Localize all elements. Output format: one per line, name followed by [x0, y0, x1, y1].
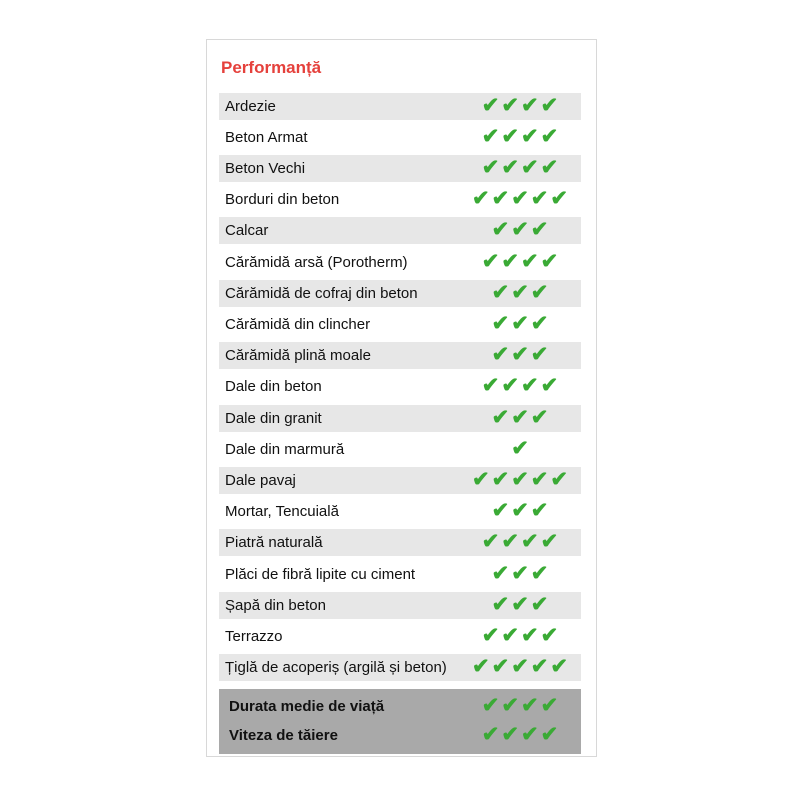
check-icon: ✔ — [530, 218, 549, 242]
check-icon: ✔ — [530, 343, 549, 367]
materials-table — [219, 93, 581, 681]
material-label: Dale din beton — [225, 378, 322, 396]
check-icon: ✔ — [521, 623, 539, 647]
check-icon: ✔ — [491, 218, 510, 242]
check-icon: ✔ — [501, 374, 519, 398]
check-icon: ✔ — [540, 374, 559, 398]
material-label: Ardezie — [225, 97, 276, 115]
table-row — [219, 692, 581, 721]
check-icon: ✔ — [540, 623, 559, 647]
check-icon: ✔ — [501, 530, 519, 554]
check-icon: ✔ — [481, 623, 500, 647]
table-row — [219, 311, 581, 338]
rating-checks — [459, 722, 581, 749]
check-icon: ✔ — [530, 405, 549, 429]
material-label: Cărămidă de cofraj din beton — [225, 284, 418, 302]
rating-checks — [459, 561, 581, 588]
rating-checks — [459, 186, 581, 213]
table-row — [219, 498, 581, 525]
check-icon: ✔ — [491, 343, 510, 367]
summary-table — [219, 689, 581, 754]
rating-checks — [459, 405, 581, 432]
check-icon: ✔ — [471, 467, 490, 491]
check-icon: ✔ — [521, 156, 539, 180]
check-icon: ✔ — [530, 280, 549, 304]
rating-checks — [459, 124, 581, 151]
check-icon: ✔ — [511, 499, 529, 523]
material-label: Beton Vechi — [225, 160, 306, 178]
check-icon: ✔ — [530, 499, 549, 523]
panel-title: Performanță — [221, 58, 322, 77]
check-icon: ✔ — [511, 405, 529, 429]
table-row — [219, 124, 581, 151]
rating-checks — [459, 155, 581, 182]
rating-checks — [459, 529, 581, 556]
check-icon: ✔ — [511, 655, 529, 679]
check-icon: ✔ — [540, 124, 559, 148]
table-row — [219, 249, 581, 276]
check-icon: ✔ — [501, 124, 519, 148]
material-label: Beton Armat — [225, 128, 308, 146]
check-icon: ✔ — [491, 312, 510, 335]
check-icon: ✔ — [530, 187, 549, 211]
check-icon: ✔ — [511, 343, 529, 367]
table-row — [219, 405, 581, 432]
check-icon: ✔ — [481, 530, 500, 554]
material-label: Piatră naturală — [225, 534, 323, 552]
check-icon: ✔ — [521, 694, 539, 718]
check-icon: ✔ — [511, 187, 529, 211]
material-label: Borduri din beton — [225, 191, 340, 209]
rating-checks — [459, 217, 581, 244]
check-icon: ✔ — [481, 694, 500, 718]
check-icon: ✔ — [491, 655, 510, 679]
check-icon: ✔ — [511, 467, 529, 491]
check-icon: ✔ — [511, 592, 529, 616]
rating-checks — [459, 693, 581, 720]
check-icon: ✔ — [491, 499, 510, 523]
table-row — [219, 467, 581, 494]
check-icon: ✔ — [511, 436, 529, 460]
table-row — [219, 721, 581, 750]
rating-checks — [459, 467, 581, 494]
material-label: Dale din granit — [225, 409, 322, 427]
performance-panel — [206, 39, 597, 757]
check-icon: ✔ — [530, 312, 549, 335]
material-label: Șapă din beton — [225, 596, 326, 614]
check-icon: ✔ — [530, 655, 549, 679]
rating-checks — [459, 311, 581, 338]
check-icon: ✔ — [511, 280, 529, 304]
check-icon: ✔ — [501, 156, 519, 180]
check-icon: ✔ — [481, 124, 500, 148]
table-row — [219, 280, 581, 307]
table-row — [219, 342, 581, 369]
check-icon: ✔ — [481, 156, 500, 180]
material-label: Dale din marmură — [225, 440, 345, 458]
check-icon: ✔ — [521, 530, 539, 554]
material-label: Dale pavaj — [225, 471, 296, 489]
check-icon: ✔ — [540, 723, 559, 747]
check-icon: ✔ — [501, 694, 519, 718]
check-icon: ✔ — [521, 93, 539, 117]
material-label: Cărămidă din clincher — [225, 316, 371, 333]
check-icon: ✔ — [501, 249, 519, 273]
table-row — [219, 654, 581, 681]
table-row — [219, 186, 581, 213]
check-icon: ✔ — [521, 374, 539, 398]
check-icon: ✔ — [530, 467, 549, 491]
material-label: Cărămidă plină moale — [225, 347, 371, 365]
check-icon: ✔ — [530, 592, 549, 616]
rating-checks — [459, 623, 581, 650]
table-row — [219, 561, 581, 588]
material-label: Viteza de tăiere — [229, 727, 338, 745]
table-row — [219, 529, 581, 556]
table-row — [219, 217, 581, 244]
table-row — [219, 436, 581, 463]
material-label: Mortar, Tencuială — [225, 503, 339, 521]
material-label: Calcar — [225, 222, 269, 240]
material-label: Plăci de fibră lipite cu ciment — [225, 565, 416, 583]
rating-checks — [459, 592, 581, 619]
check-icon: ✔ — [511, 312, 529, 335]
check-icon: ✔ — [491, 280, 510, 304]
check-icon: ✔ — [521, 124, 539, 148]
table-row — [219, 155, 581, 182]
check-icon: ✔ — [491, 405, 510, 429]
check-icon: ✔ — [501, 93, 519, 117]
check-icon: ✔ — [491, 592, 510, 616]
check-icon: ✔ — [550, 187, 569, 211]
check-icon: ✔ — [511, 218, 529, 242]
check-icon: ✔ — [481, 374, 500, 398]
rating-checks — [459, 93, 581, 120]
material-label: Cărămidă arsă (Porotherm) — [225, 253, 408, 271]
check-icon: ✔ — [540, 156, 559, 180]
check-icon: ✔ — [501, 723, 519, 747]
check-icon: ✔ — [481, 93, 500, 117]
check-icon: ✔ — [540, 93, 559, 117]
check-icon: ✔ — [511, 561, 529, 585]
check-icon: ✔ — [530, 561, 549, 585]
check-icon: ✔ — [491, 467, 510, 491]
check-icon: ✔ — [491, 187, 510, 211]
check-icon: ✔ — [481, 723, 500, 747]
check-icon: ✔ — [540, 530, 559, 554]
check-icon: ✔ — [521, 723, 539, 747]
rating-checks — [459, 436, 581, 463]
table-row — [219, 93, 581, 120]
check-icon: ✔ — [471, 655, 490, 679]
table-row — [219, 373, 581, 400]
rating-checks — [459, 280, 581, 307]
rating-checks — [459, 498, 581, 525]
check-icon: ✔ — [521, 249, 539, 273]
rating-checks — [459, 342, 581, 369]
material-label: Durata medie de viață — [229, 698, 385, 716]
check-icon: ✔ — [540, 249, 559, 273]
material-label: Țiglă de acoperiș (argilă și beton) — [225, 659, 447, 677]
material-label: Terrazzo — [225, 627, 283, 645]
rating-checks — [459, 249, 581, 276]
rating-checks — [459, 373, 581, 400]
check-icon: ✔ — [550, 467, 569, 491]
check-icon: ✔ — [471, 187, 490, 211]
check-icon: ✔ — [550, 655, 569, 679]
check-icon: ✔ — [540, 694, 559, 718]
table-row — [219, 623, 581, 650]
check-icon: ✔ — [501, 623, 519, 647]
table-row — [219, 592, 581, 619]
check-icon: ✔ — [481, 249, 500, 273]
rating-checks — [459, 654, 581, 681]
check-icon: ✔ — [491, 561, 510, 585]
